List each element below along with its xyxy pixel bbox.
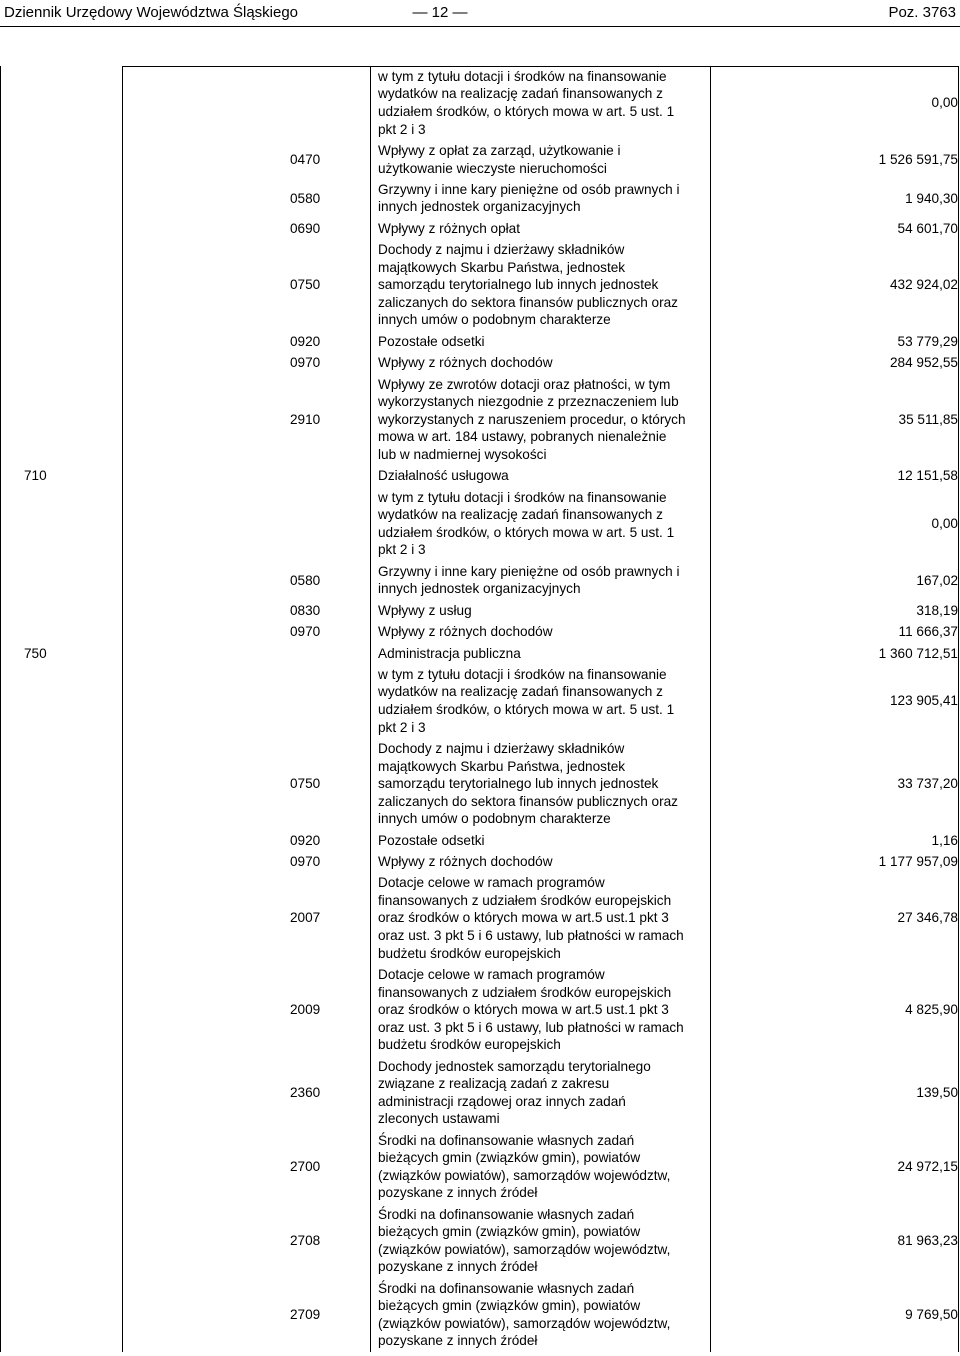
description-cell xyxy=(378,352,708,373)
paragraf-cell: 2007 xyxy=(290,910,321,926)
dzial-cell xyxy=(24,1130,74,1204)
description-text: w tym z tytułu dotacji i środków na finansowanie wydatków na realizację zadań finansowanych z udziałem środków, o których mowa w art. 5 ust. 1 pkt 2 i 3 xyxy=(378,68,675,137)
table-row xyxy=(0,664,960,738)
description-text: Dotacje celowe w ramach programów finansowanych z udziałem środków europejskich oraz środków o których mowa w art.5 ust.1 pkt 3 oraz ust. 3 pkt 5 i 6 ustawy, lub płatności w ramach budżetu środków europejskich xyxy=(378,966,684,1053)
description-cell xyxy=(378,179,708,218)
paragraf-cell xyxy=(290,643,350,664)
description-cell xyxy=(378,851,708,872)
description-cell xyxy=(378,600,708,621)
dzial-cell xyxy=(24,66,74,140)
description-cell xyxy=(378,487,708,561)
table-column-border xyxy=(958,66,959,1352)
description-text: Wpływy z opłat za zarząd, użytkowanie i użytkowanie wieczyste nieruchomości xyxy=(378,142,621,176)
paragraf-cell: 2910 xyxy=(290,411,321,427)
description-text: Dochody z najmu i dzierżawy składników majątkowych Skarbu Państwa, jednostek samorządu terytorialnego lub innych jednostek zaliczanych do sektora finansów publicznych oraz innych umów o podobnym charakterze xyxy=(378,740,678,827)
amount-cell: 0,00 xyxy=(931,95,958,111)
table-row xyxy=(0,218,960,239)
table-top-border xyxy=(122,66,958,67)
table-row xyxy=(0,374,960,466)
description-text: Pozostałe odsetki xyxy=(378,832,485,848)
dzial-cell xyxy=(24,738,74,830)
table-row xyxy=(0,851,960,872)
paragraf-cell: 0580 xyxy=(290,190,321,206)
description-text: Grzywny i inne kary pieniężne od osób prawnych i innych jednostek organizacyjnych xyxy=(378,563,680,597)
dzial-cell xyxy=(24,1278,74,1352)
description-cell xyxy=(378,374,708,466)
table-row xyxy=(0,487,960,561)
journal-title: Dziennik Urzędowy Województwa Śląskiego xyxy=(4,4,299,21)
dzial-cell xyxy=(24,374,74,466)
table-row xyxy=(0,1056,960,1130)
paragraf-cell: 0470 xyxy=(290,151,321,167)
paragraf-cell xyxy=(290,487,350,561)
table-row xyxy=(0,465,960,486)
dzial-cell xyxy=(24,621,74,642)
amount-cell: 123 905,41 xyxy=(889,693,958,709)
table-row xyxy=(0,179,960,218)
table-row xyxy=(0,621,960,642)
table-row xyxy=(0,140,960,179)
amount-cell: 33 737,20 xyxy=(897,776,958,792)
amount-cell: 35 511,85 xyxy=(898,411,958,427)
amount-cell: 12 151,58 xyxy=(897,468,958,484)
description-text: Środki na dofinansowanie własnych zadań bieżących gmin (związków gmin), powiatów (związków powiatów), samorządów województw, pozyskane z innych źródeł xyxy=(378,1206,671,1275)
dzial-cell xyxy=(24,664,74,738)
dzial-cell xyxy=(24,179,74,218)
table-column-border xyxy=(370,66,371,1352)
dzial-cell xyxy=(24,872,74,964)
income-table xyxy=(0,66,960,1352)
description-cell xyxy=(378,218,708,239)
page-number: — 12 — xyxy=(412,4,468,21)
description-text: Wpływy z różnych dochodów xyxy=(378,624,553,640)
description-cell xyxy=(378,1130,708,1204)
paragraf-cell: 2708 xyxy=(290,1232,321,1248)
description-text: Wpływy z różnych dochodów xyxy=(378,853,553,869)
description-text: Wpływy z usług xyxy=(378,602,472,618)
dzial-cell xyxy=(24,1204,74,1278)
paragraf-cell xyxy=(290,66,350,140)
amount-cell: 1 177 957,09 xyxy=(878,853,958,869)
page-header xyxy=(0,0,960,30)
description-text: Wpływy z różnych dochodów xyxy=(378,355,553,371)
table-column-border xyxy=(710,66,711,1352)
paragraf-cell: 2709 xyxy=(290,1307,321,1323)
description-cell xyxy=(378,465,708,486)
dzial-cell xyxy=(24,1056,74,1130)
description-text: Grzywny i inne kary pieniężne od osób prawnych i innych jednostek organizacyjnych xyxy=(378,181,680,215)
paragraf-cell: 2360 xyxy=(290,1084,321,1100)
description-text: Wpływy ze zwrotów dotacji oraz płatności, w tym wykorzystanych niezgodnie z przeznaczeniem lub wykorzystanych z naruszeniem procedur, o których mowa w art. 184 ustawy, pobranych nienależnie lub w nadmiernej wysokości xyxy=(378,376,686,462)
dzial-cell: 750 xyxy=(24,645,47,661)
paragraf-cell: 0750 xyxy=(290,776,321,792)
dzial-cell xyxy=(24,964,74,1056)
paragraf-cell: 2009 xyxy=(290,1002,321,1018)
amount-cell: 9 769,50 xyxy=(905,1307,958,1323)
table-row xyxy=(0,643,960,664)
table-row xyxy=(0,1130,960,1204)
description-cell xyxy=(378,621,708,642)
paragraf-cell: 0920 xyxy=(290,832,321,848)
dzial-cell: 710 xyxy=(24,468,47,484)
amount-cell: 284 952,55 xyxy=(889,355,958,371)
dzial-cell xyxy=(24,830,74,851)
description-text: Wpływy z różnych opłat xyxy=(378,220,521,236)
description-cell xyxy=(378,664,708,738)
dzial-cell xyxy=(24,140,74,179)
description-cell xyxy=(378,66,708,140)
paragraf-cell: 0580 xyxy=(290,572,321,588)
table-row xyxy=(0,1204,960,1278)
description-cell xyxy=(378,964,708,1056)
description-cell xyxy=(378,830,708,851)
table-row xyxy=(0,872,960,964)
amount-cell: 1,16 xyxy=(931,832,958,848)
description-text: Dochody jednostek samorządu terytorialnego związane z realizacją zadań z zakresu administracji rządowej oraz innych zadań zleconych ustawami xyxy=(378,1058,651,1127)
description-text: Dotacje celowe w ramach programów finansowanych z udziałem środków europejskich oraz środków o których mowa w art.5 ust.1 pkt 3 oraz ust. 3 pkt 5 i 6 ustawy, lub płatności w ramach budżetu środków europejskich xyxy=(378,875,684,961)
description-text: w tym z tytułu dotacji i środków na finansowanie wydatków na realizację zadań finansowanych z udziałem środków, o których mowa w art. 5 ust. 1 pkt 2 i 3 xyxy=(378,489,675,558)
description-cell xyxy=(378,872,708,964)
amount-cell: 432 924,02 xyxy=(889,277,958,293)
description-cell xyxy=(378,239,708,331)
description-text: w tym z tytułu dotacji i środków na finansowanie wydatków na realizację zadań finansowanych z udziałem środków, o których mowa w art. 5 ust. 1 pkt 2 i 3 xyxy=(378,666,675,735)
amount-cell: 53 779,29 xyxy=(897,333,958,349)
dzial-cell xyxy=(24,239,74,331)
dzial-cell xyxy=(24,487,74,561)
dzial-cell xyxy=(24,561,74,600)
table-row xyxy=(0,964,960,1056)
paragraf-cell: 0830 xyxy=(290,602,321,618)
paragraf-cell: 0970 xyxy=(290,355,321,371)
table-row xyxy=(0,561,960,600)
dzial-cell xyxy=(24,352,74,373)
description-cell xyxy=(378,140,708,179)
amount-cell: 27 346,78 xyxy=(897,910,958,926)
amount-cell: 318,19 xyxy=(916,602,958,618)
amount-cell: 24 972,15 xyxy=(897,1158,958,1174)
table-row xyxy=(0,66,960,140)
table-row xyxy=(0,600,960,621)
description-text: Środki na dofinansowanie własnych zadań bieżących gmin (związków gmin), powiatów (związków powiatów), samorządów województw, pozyskane z innych źródeł xyxy=(378,1132,671,1201)
amount-cell: 11 666,37 xyxy=(898,624,958,640)
table-row xyxy=(0,1278,960,1352)
description-cell xyxy=(378,1278,708,1352)
paragraf-cell: 0970 xyxy=(290,624,321,640)
amount-cell: 54 601,70 xyxy=(897,220,958,236)
description-cell xyxy=(378,1204,708,1278)
paragraf-cell: 0920 xyxy=(290,333,321,349)
table-column-border xyxy=(0,66,1,1352)
paragraf-cell: 0750 xyxy=(290,277,321,293)
amount-cell: 4 825,90 xyxy=(905,1002,958,1018)
amount-cell: 81 963,23 xyxy=(897,1232,958,1248)
description-cell xyxy=(378,331,708,352)
dzial-cell xyxy=(24,600,74,621)
description-text: Pozostałe odsetki xyxy=(378,333,485,349)
table-column-border xyxy=(122,66,123,1352)
amount-cell: 139,50 xyxy=(916,1084,958,1100)
description-text: Środki na dofinansowanie własnych zadań bieżących gmin (związków gmin), powiatów (związków powiatów), samorządów województw, pozyskane z innych źródeł xyxy=(378,1280,671,1349)
amount-cell: 167,02 xyxy=(916,572,958,588)
amount-cell: 1 360 712,51 xyxy=(878,645,958,661)
description-text: Administracja publiczna xyxy=(378,645,521,661)
amount-cell: 1 940,30 xyxy=(905,190,958,206)
table-row xyxy=(0,352,960,373)
header-rule xyxy=(0,26,960,27)
paragraf-cell: 2700 xyxy=(290,1158,321,1174)
paragraf-cell xyxy=(290,664,350,738)
paragraf-cell: 0970 xyxy=(290,853,321,869)
paragraf-cell: 0690 xyxy=(290,220,321,236)
amount-cell: 1 526 591,75 xyxy=(878,151,958,167)
dzial-cell xyxy=(24,331,74,352)
description-cell xyxy=(378,738,708,830)
description-cell xyxy=(378,561,708,600)
position-number: Poz. 3763 xyxy=(888,4,956,21)
table-row xyxy=(0,830,960,851)
table-row xyxy=(0,331,960,352)
dzial-cell xyxy=(24,218,74,239)
description-text: Działalność usługowa xyxy=(378,468,509,484)
amount-cell: 0,00 xyxy=(931,516,958,532)
table-row xyxy=(0,239,960,331)
description-text: Dochody z najmu i dzierżawy składników majątkowych Skarbu Państwa, jednostek samorządu terytorialnego lub innych jednostek zaliczanych do sektora finansów publicznych oraz innych umów o podobnym charakterze xyxy=(378,242,678,328)
table-row xyxy=(0,738,960,830)
description-cell xyxy=(378,1056,708,1130)
paragraf-cell xyxy=(290,465,350,486)
description-cell xyxy=(378,643,708,664)
dzial-cell xyxy=(24,851,74,872)
